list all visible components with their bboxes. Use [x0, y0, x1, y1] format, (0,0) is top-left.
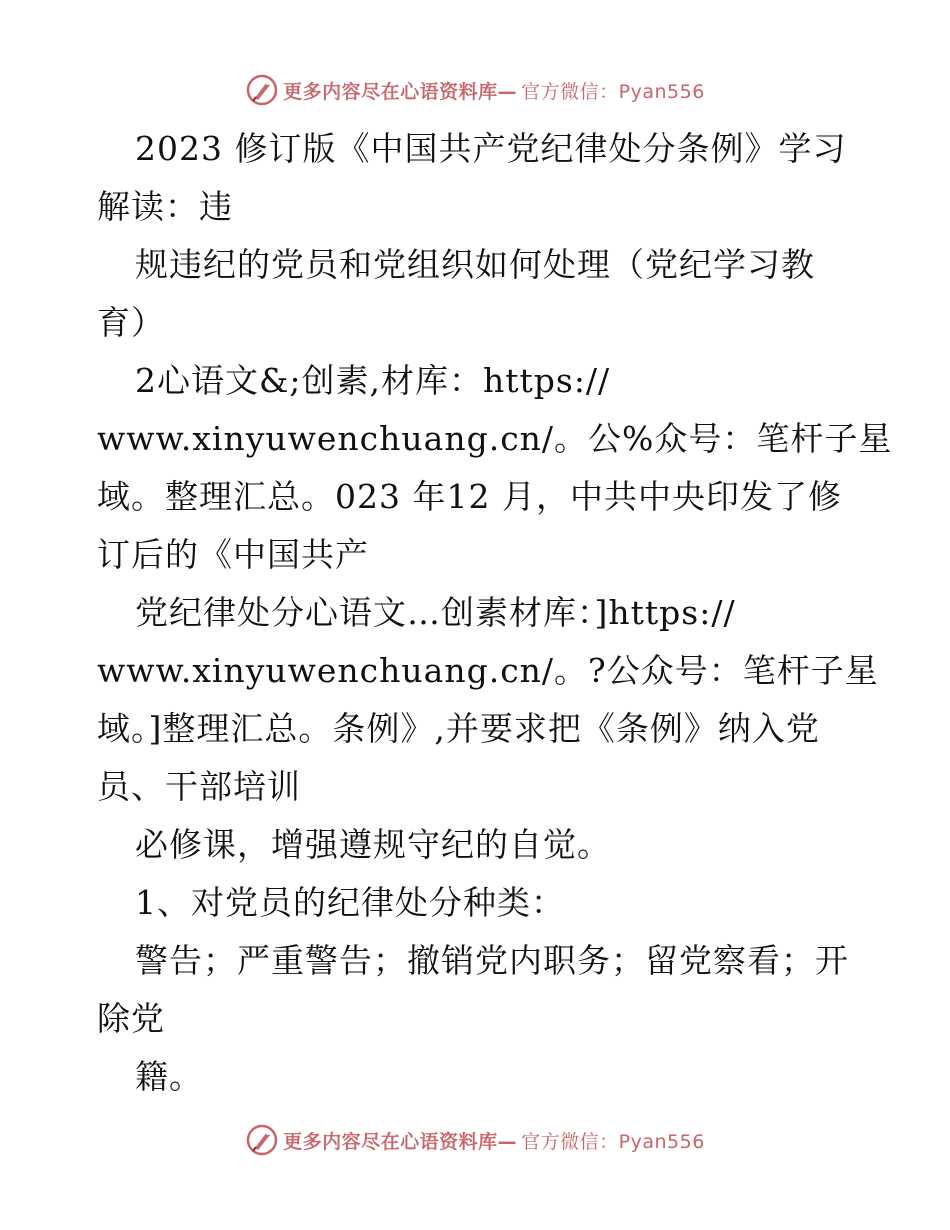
header-banner	[0, 70, 950, 110]
text-line: 2心语文&;创素,材库：https://	[135, 361, 611, 400]
banner-wechat-text: 官方微信：Pyan556	[521, 80, 705, 103]
text-line: www.xinyuwenchuang.cn/。?公众号：笔杆子星	[97, 651, 879, 690]
text-line: 员、干部培训	[97, 767, 301, 806]
footer-banner	[0, 1120, 950, 1160]
text-line: 域。整理汇总。023 年12 月，中共中央印发了修	[97, 477, 842, 516]
text-line: 1、对党员的纪律处分种类：	[135, 883, 565, 922]
footer-banner-content	[245, 1123, 705, 1157]
header-banner-content	[245, 73, 705, 107]
text-line: 解读：违	[97, 187, 233, 226]
text-line: 党纪律处分心语文…创素材库：]https://	[135, 593, 736, 632]
text-line: 订后的《中国共产	[97, 535, 369, 574]
text-line: 必修课，增强遵规守纪的自觉。	[135, 825, 611, 864]
text-line: 2023 修订版《中国共产党纪律处分条例》学习	[135, 129, 847, 168]
text-line: 除党	[97, 999, 165, 1038]
quill-logo-icon	[245, 73, 279, 107]
quill-logo-icon	[245, 1123, 279, 1157]
text-line: 育）	[97, 303, 165, 342]
banner-main-text: 更多内容尽在心语资料库—	[283, 1130, 518, 1153]
text-line: 籍。	[135, 1057, 203, 1096]
banner-wechat-text: 官方微信：Pyan556	[521, 1130, 705, 1153]
text-line: 警告；严重警告；撤销党内职务；留党察看；开	[135, 941, 849, 980]
text-line: 规违纪的党员和党组织如何处理（党纪学习教	[135, 245, 815, 284]
document-body	[97, 120, 893, 1106]
text-line: www.xinyuwenchuang.cn/。公%众号：笔杆子星	[97, 419, 893, 458]
banner-main-text: 更多内容尽在心语资料库—	[283, 80, 518, 103]
text-line: 域。]整理汇总。条例》,并要求把《条例》纳入党	[97, 709, 820, 748]
